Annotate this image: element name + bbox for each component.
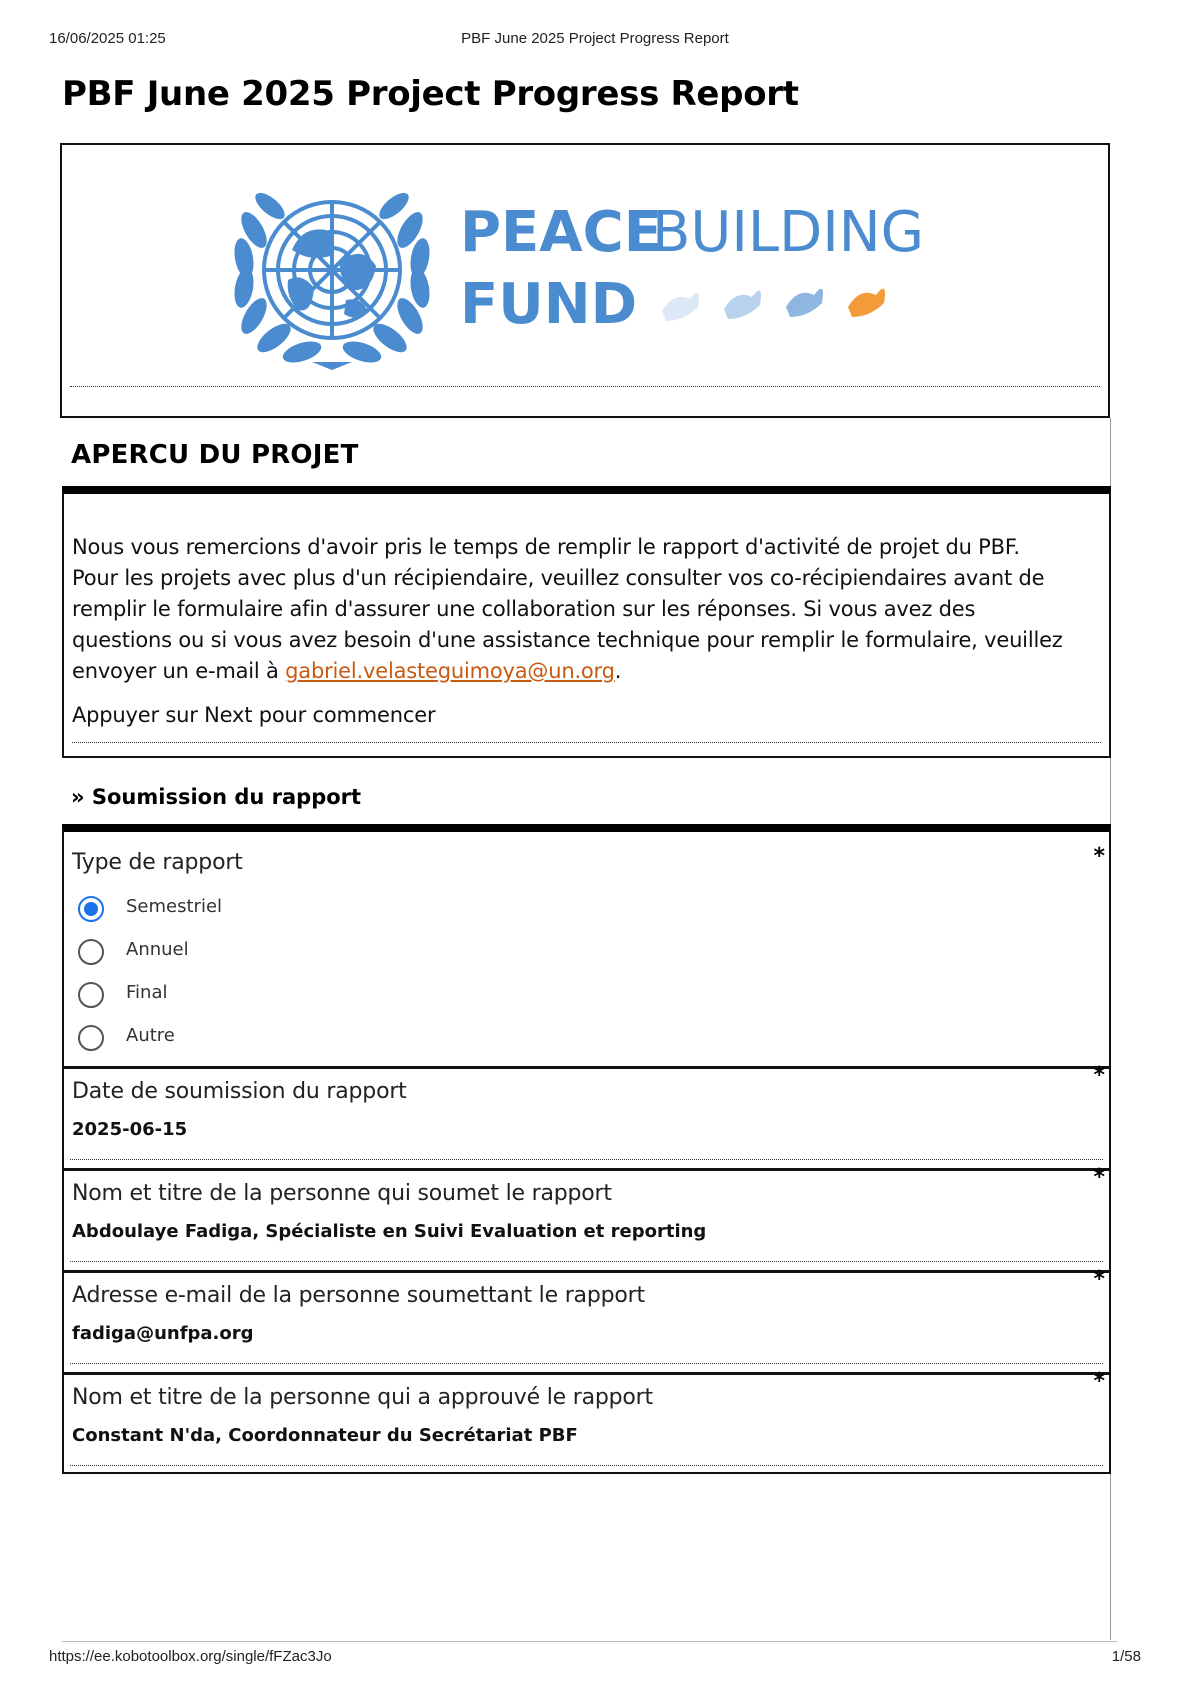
question-label: Date de soumission du rapport	[72, 1079, 407, 1104]
divider	[70, 1261, 1103, 1262]
print-footer	[49, 1648, 1141, 1670]
answer-value: fadiga@unfpa.org	[72, 1323, 254, 1344]
intro-text	[72, 532, 1072, 687]
radio-label: Final	[126, 982, 168, 1003]
wordmark-building: BUILDING	[652, 200, 925, 265]
divider	[72, 742, 1101, 743]
un-emblem-icon	[232, 188, 433, 370]
divider	[70, 1159, 1103, 1160]
print-date: 16/06/2025 01:25	[49, 30, 166, 47]
question-label: Nom et titre de la personne qui a approuvé le rapport	[72, 1385, 653, 1410]
print-header	[49, 30, 1141, 52]
required-marker: *	[1093, 1369, 1105, 1394]
answer-value: Abdoulaye Fadiga, Spécialiste en Suivi Evaluation et reporting	[72, 1221, 707, 1242]
question-label: Nom et titre de la personne qui soumet le rapport	[72, 1181, 612, 1206]
intro-cta: Appuyer sur Next pour commencer	[72, 703, 436, 727]
radio-button[interactable]	[78, 1025, 104, 1051]
radio-button[interactable]	[78, 939, 104, 965]
question-submitter-email	[62, 1267, 1111, 1372]
footer-rule	[62, 1641, 1117, 1642]
question-submitter-name	[62, 1165, 1111, 1270]
divider	[70, 1465, 1103, 1466]
question-submission-date	[62, 1063, 1111, 1168]
radio-label: Semestriel	[126, 896, 223, 917]
question-label: Adresse e-mail de la personne soumettant le rapport	[72, 1283, 645, 1308]
print-title: PBF June 2025 Project Progress Report	[461, 30, 729, 47]
intro-end: .	[614, 659, 622, 683]
radio-label: Autre	[126, 1025, 175, 1046]
required-marker: *	[1093, 1267, 1105, 1292]
logo-box	[60, 143, 1110, 418]
radio-label: Annuel	[126, 939, 189, 960]
radio-button[interactable]	[78, 982, 104, 1008]
question-approver	[62, 1369, 1111, 1474]
intro-box	[62, 486, 1111, 758]
print-url: https://ee.kobotoolbox.org/single/fFZac3Jo	[49, 1648, 332, 1665]
subsection-title-submission: » Soumission du rapport	[71, 785, 362, 809]
wordmark-fund: FUND	[460, 272, 638, 337]
question-report-type	[62, 832, 1111, 1070]
answer-value: 2025-06-15	[72, 1119, 188, 1140]
contact-email-link[interactable]: gabriel.velasteguimoya@un.org	[285, 659, 615, 683]
radio-button-checked[interactable]	[78, 896, 104, 922]
answer-value: Constant N'da, Coordonnateur du Secrétariat PBF	[72, 1425, 578, 1446]
required-marker: *	[1093, 844, 1105, 869]
required-marker: *	[1093, 1165, 1105, 1190]
divider	[70, 386, 1100, 387]
peacebuilding-fund-logo	[222, 165, 1022, 375]
divider	[70, 1363, 1103, 1364]
question-label: Type de rapport	[72, 850, 243, 875]
intro-paragraph: Nous vous remercions d'avoir pris le temps de remplir le rapport d'activité de projet du PBF. Pour les projets avec plus d'un récipiendaire, veuillez consulter vos co-récipiendaires avant de remplir le formulaire afin d'assurer une collaboration sur les réponses. Si vous avez des questions ou si vous avez besoin d'une assistance technique pour remplir le formulaire, veuillez envoyer un e-mail à	[72, 535, 1063, 683]
page-title: PBF June 2025 Project Progress Report	[62, 74, 799, 114]
section-title-overview: APERCU DU PROJET	[71, 440, 359, 470]
dove-icons	[662, 289, 885, 321]
required-marker: *	[1093, 1063, 1105, 1088]
wordmark-peace: PEACE	[460, 200, 662, 265]
page-counter: 1/58	[1111, 1648, 1141, 1665]
